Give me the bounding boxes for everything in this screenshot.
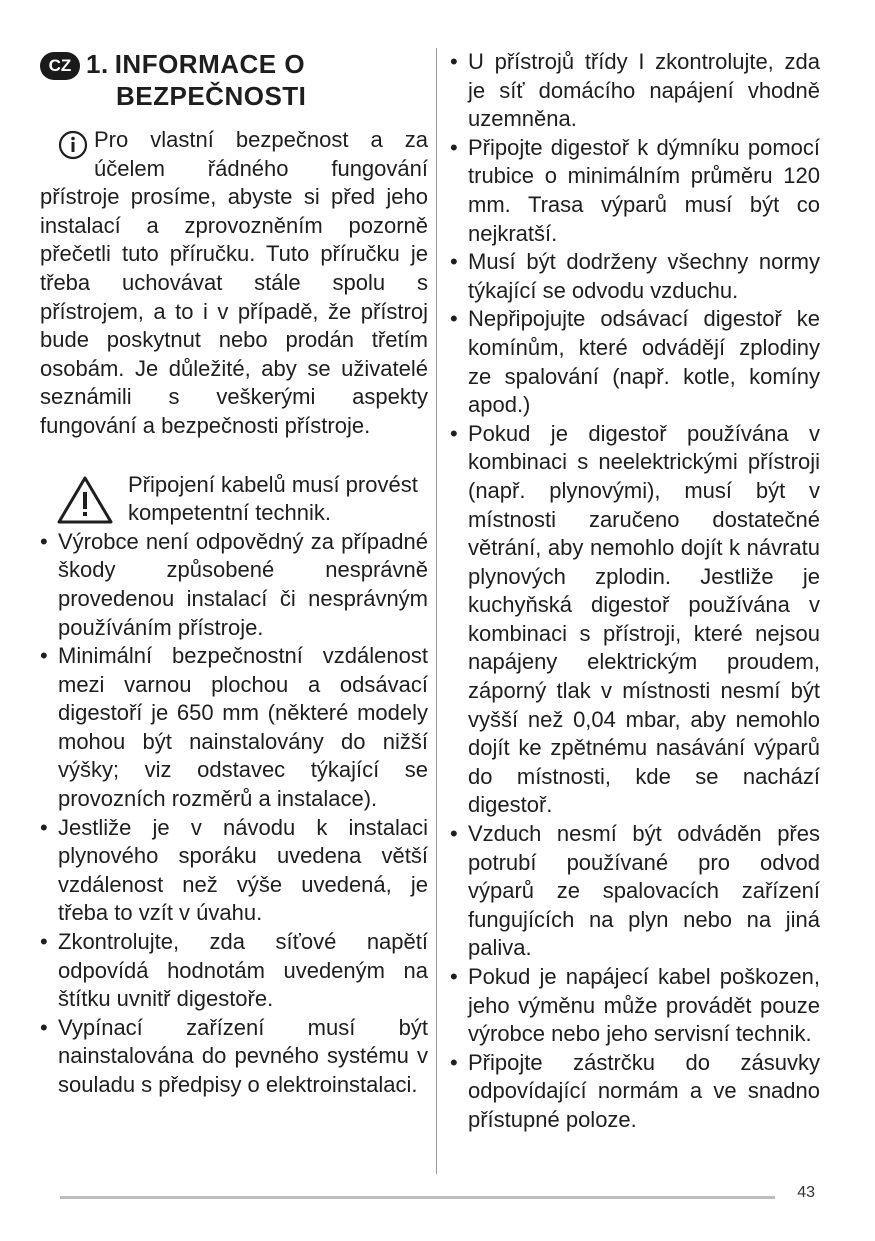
intro-paragraph: [40, 126, 428, 441]
list-item: • U přístrojů třídy I zkontrolujte, zda je síť domácího napájení vhodně uzemněna.: [450, 48, 820, 134]
right-column: [450, 48, 820, 1135]
section-title-line1: INFORMACE O: [114, 49, 306, 79]
left-column: [40, 48, 428, 1100]
list-item: • Výrobce není odpovědný za případné škody způsobené nesprávně provedenou instalací či nesprávným používáním přístroje.: [40, 528, 428, 642]
left-bullet-list: [40, 528, 428, 1100]
section-title-line2: BEZPEČNOSTI: [116, 81, 307, 111]
list-item: • Musí být dodrženy všechny normy týkající se odvodu vzduchu.: [450, 248, 820, 305]
list-item: • Připojte zástrčku do zásuvky odpovídající normám a ve snadno přístupné poloze.: [450, 1049, 820, 1135]
warning-notice: [40, 471, 428, 528]
warning-text: Připojení kabelů musí provést kompetentní technik.: [128, 471, 418, 526]
section-number: 1.: [86, 49, 109, 79]
list-item: • Jestliže je v návodu k instalaci plynového sporáku uvedena větší vzdálenost než výše uvedená, je třeba to vzít v úvahu.: [40, 814, 428, 928]
list-item: • Připojte digestoř k dýmníku pomocí trubice o minimálním průměru 120 mm. Trasa výparů musí být co nejkratší.: [450, 134, 820, 248]
language-badge: CZ: [40, 52, 80, 80]
list-item: • Vypínací zařízení musí být nainstalována do pevného systému v souladu s předpisy o elektroinstalaci.: [40, 1014, 428, 1100]
list-item: • Nepřipojujte odsávací digestoř ke komínům, které odvádějí zplodiny ze spalování (např. kotle, komíny apod.): [450, 305, 820, 419]
section-heading: [40, 48, 428, 112]
list-item: • Minimální bezpečnostní vzdálenost mezi varnou plochou a odsávací digestoří je 650 mm (některé modely mohou být nainstalovány do nižší výšky; viz odstavec týkající se provozních rozměrů a instalace).: [40, 642, 428, 814]
list-item: • Pokud je napájecí kabel poškozen, jeho výměnu může provádět pouze výrobce nebo jeho servisní technik.: [450, 963, 820, 1049]
page-number: 43: [797, 1184, 815, 1201]
column-divider: [436, 48, 437, 1174]
warning-icon: [56, 475, 114, 525]
right-bullet-list: [450, 48, 820, 1135]
info-icon: [58, 130, 88, 160]
footer-divider: [60, 1196, 775, 1199]
list-item: • Zkontrolujte, zda síťové napětí odpovídá hodnotám uvedeným na štítku uvnitř digestoře.: [40, 928, 428, 1014]
section-title: [86, 48, 306, 112]
list-item: • Vzduch nesmí být odváděn přes potrubí používané pro odvod výparů ze spalovacích zařízení fungujících na plyn nebo na jiná paliva.: [450, 820, 820, 963]
list-item: • Pokud je digestoř používána v kombinaci s neelektrickými přístroji (např. plynovými), musí být v místnosti zaručeno dostatečné větrání, aby nemohlo dojít k návratu plynových zplodin. Jestliže je kuchyňská digestoř používána v kombinaci s přístroji, které nejsou napájeny elektrickým proudem, záporný tlak v místnosti nesmí být vyšší než 0,04 mbar, aby nemohlo dojít ke zpětnému nasávání výparů do místnosti, kde se nachází digestoř.: [450, 420, 820, 820]
intro-text: Pro vlastní bezpečnost a za účelem řádného fungování přístroje prosíme, abyste si před jeho instalací a zprovozněním pozorně přečetli tuto příručku. Tuto příručku je třeba uchovávat stále spolu s přístrojem, a to i v případě, že přístroj bude poskytnut nebo prodán třetím osobám. Je důležité, aby se uživatelé seznámili s veškerými aspekty fungování a bezpečnosti přístroje.: [40, 127, 428, 438]
